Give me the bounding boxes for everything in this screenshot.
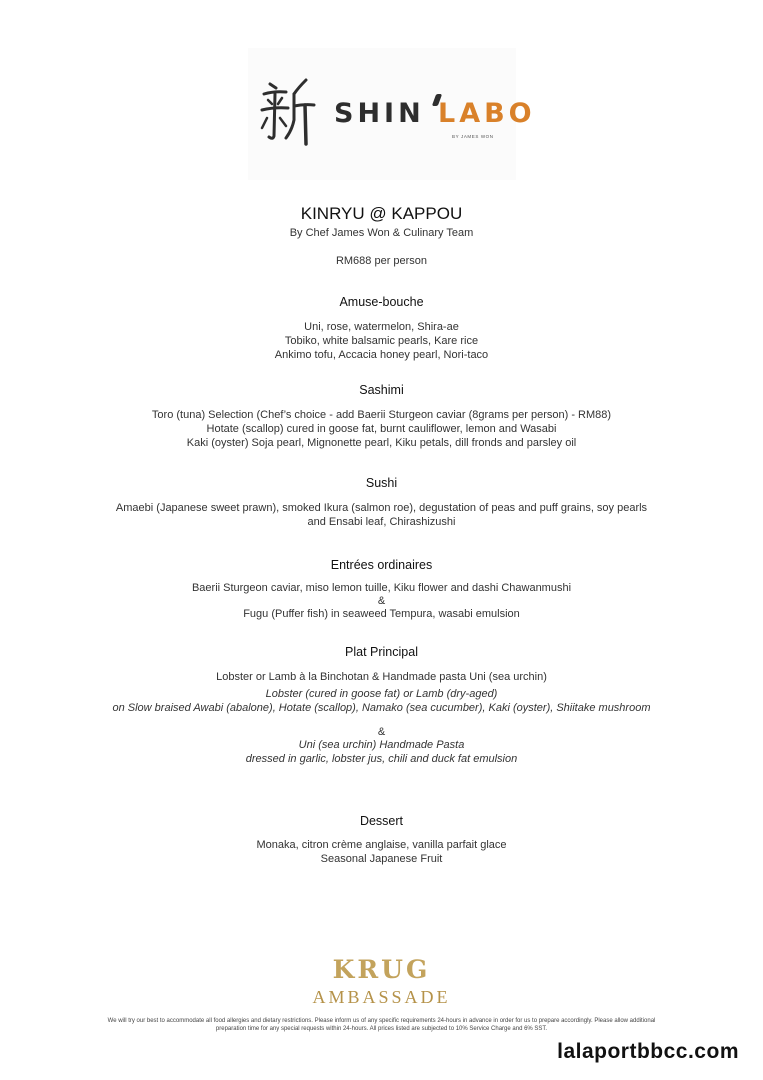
menu-price: RM688 per person (335, 255, 428, 267)
restaurant-logo (248, 48, 536, 180)
menu-line: Baerii Sturgeon caviar, miso lemon tuille, Kiku flower and dashi Chawanmushi (191, 582, 572, 594)
menu-title: KINRYU @ KAPPOU (300, 204, 463, 223)
menu-subtitle: By Chef James Won & Culinary Team (289, 227, 474, 239)
menu-line: Fugu (Puffer fish) in seaweed Tempura, wasabi emulsion (243, 608, 520, 620)
site-watermark: lalaportbbcc.com (553, 1038, 743, 1066)
section-plat-principal (0, 643, 763, 766)
menu-content (0, 202, 763, 866)
sponsor-brand: KRUG (332, 955, 431, 984)
section-heading: Dessert (359, 814, 404, 828)
section-sashimi (0, 381, 763, 450)
calligraphy-logo-icon (258, 74, 318, 146)
menu-line: Hotate (scallop) cured in goose fat, burnt cauliflower, lemon and Wasabi (206, 423, 557, 435)
section-sushi (0, 474, 763, 529)
sponsor-logo (0, 956, 763, 1008)
menu-line-italic: Lobster (cured in goose fat) or Lamb (dry-aged) (265, 688, 498, 700)
menu-line: and Ensabi leaf, Chirashizushi (307, 516, 456, 528)
logo-byline: BY JAMES WON (452, 134, 494, 139)
menu-line-italic: on Slow braised Awabi (abalone), Hotate (scallop), Namako (sea cucumber), Kaki (oyster), Shiitake mushroom (112, 702, 651, 714)
section-entrees (0, 556, 763, 621)
menu-line-italic: Uni (sea urchin) Handmade Pasta (298, 739, 465, 751)
menu-line: Toro (tuna) Selection (Chef’s choice - add Baerii Sturgeon caviar (8grams per person) - RM88) (151, 409, 612, 421)
menu-line-italic: dressed in garlic, lobster jus, chili and duck fat emulsion (245, 753, 518, 765)
section-amuse-bouche (0, 293, 763, 362)
section-dessert (0, 812, 763, 866)
section-heading: Entrées ordinaires (330, 558, 433, 572)
menu-line: Monaka, citron crème anglaise, vanilla parfait glace (256, 839, 507, 851)
section-heading: Sushi (365, 476, 398, 490)
sponsor-tagline: AMBASSADE (312, 987, 451, 1007)
section-heading: Sashimi (359, 383, 404, 397)
menu-line: Uni, rose, watermelon, Shira-ae (304, 321, 459, 333)
logo-text-labo: LABO (438, 98, 536, 129)
menu-line: Amaebi (Japanese sweet prawn), smoked Ikura (salmon roe), degustation of peas and puff grains, soy pearls (115, 502, 648, 514)
menu-line: Lobster or Lamb à la Binchotan & Handmade pasta Uni (sea urchin) (216, 671, 547, 683)
menu-line: Seasonal Japanese Fruit (320, 853, 443, 865)
menu-line: Ankimo tofu, Accacia honey pearl, Nori-taco (274, 349, 489, 361)
logo-text-shin: SHIN (334, 98, 425, 129)
menu-line: Kaki (oyster) Soja pearl, Mignonette pearl, Kiku petals, dill fronds and parsley oil (186, 437, 577, 449)
menu-line: & (377, 595, 386, 607)
section-heading: Plat Principal (345, 645, 418, 659)
section-heading: Amuse-bouche (339, 295, 424, 309)
menu-line: Tobiko, white balsamic pearls, Kare rice (284, 335, 479, 347)
disclaimer-text: We will try our best to accommodate all food allergies and dietary restrictions. Please inform us of any specific requirements 24-hours in advance in order for us to prepare accordingly. Please allow additional preparation time for any special requests within 24-hours. All prices listed are subjected to 10% Service Charge and 6% SST. (107, 1018, 656, 1032)
menu-line-ampersand: & (377, 726, 386, 738)
